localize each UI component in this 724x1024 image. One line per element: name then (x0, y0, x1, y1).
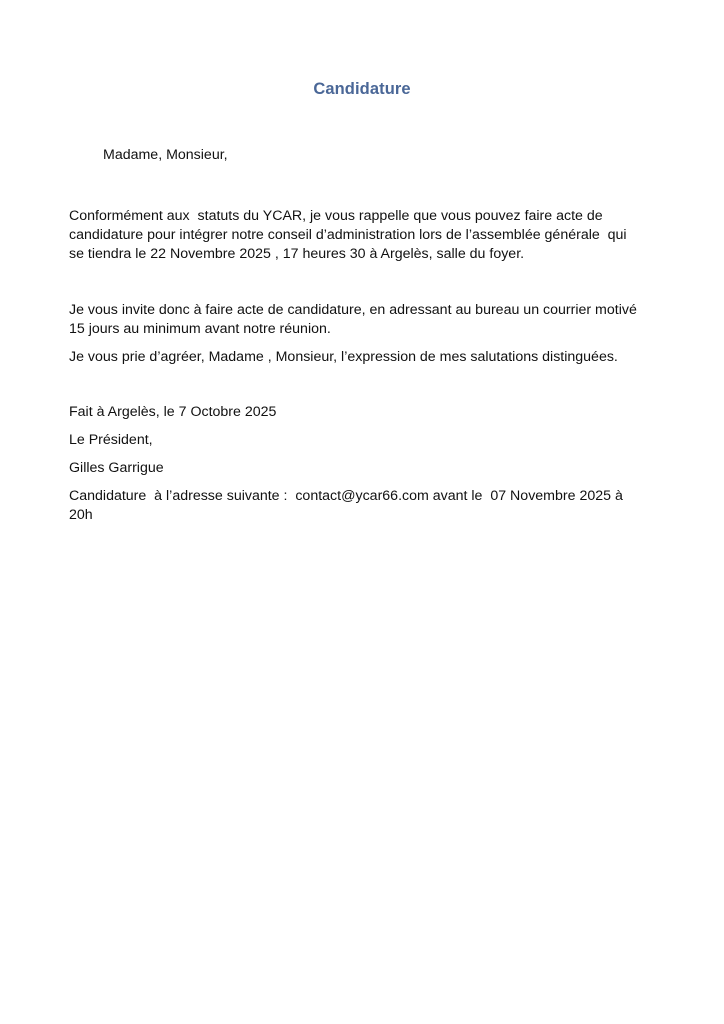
signatory-name: Gilles Garrigue (69, 460, 164, 476)
contact-note-line-2: 20h (69, 507, 93, 523)
paragraph-2-line-1: Je vous invite donc à faire acte de candidature, en adressant au bureau un courrier motivé (69, 302, 637, 318)
signatory-role: Le Président, (69, 432, 153, 448)
paragraph-2-line-2: 15 jours au minimum avant notre réunion. (69, 321, 331, 337)
paragraph-1-line-1: Conformément aux statuts du YCAR, je vous rappelle que vous pouvez faire acte de (69, 208, 603, 224)
place-and-date: Fait à Argelès, le 7 Octobre 2025 (69, 404, 277, 420)
paragraph-1-line-3: se tiendra le 22 Novembre 2025 , 17 heures 30 à Argelès, salle du foyer. (69, 246, 525, 262)
salutation: Madame, Monsieur, (103, 147, 228, 163)
closing-formula: Je vous prie d’agréer, Madame , Monsieur, l’expression de mes salutations distinguées. (69, 349, 618, 365)
paragraph-1-line-2: candidature pour intégrer notre conseil d’administration lors de l’assemblée générale qui (69, 227, 627, 243)
document-title: Candidature (313, 80, 411, 98)
contact-note-line-1: Candidature à l’adresse suivante : contact@ycar66.com avant le 07 Novembre 2025 à (69, 488, 623, 504)
